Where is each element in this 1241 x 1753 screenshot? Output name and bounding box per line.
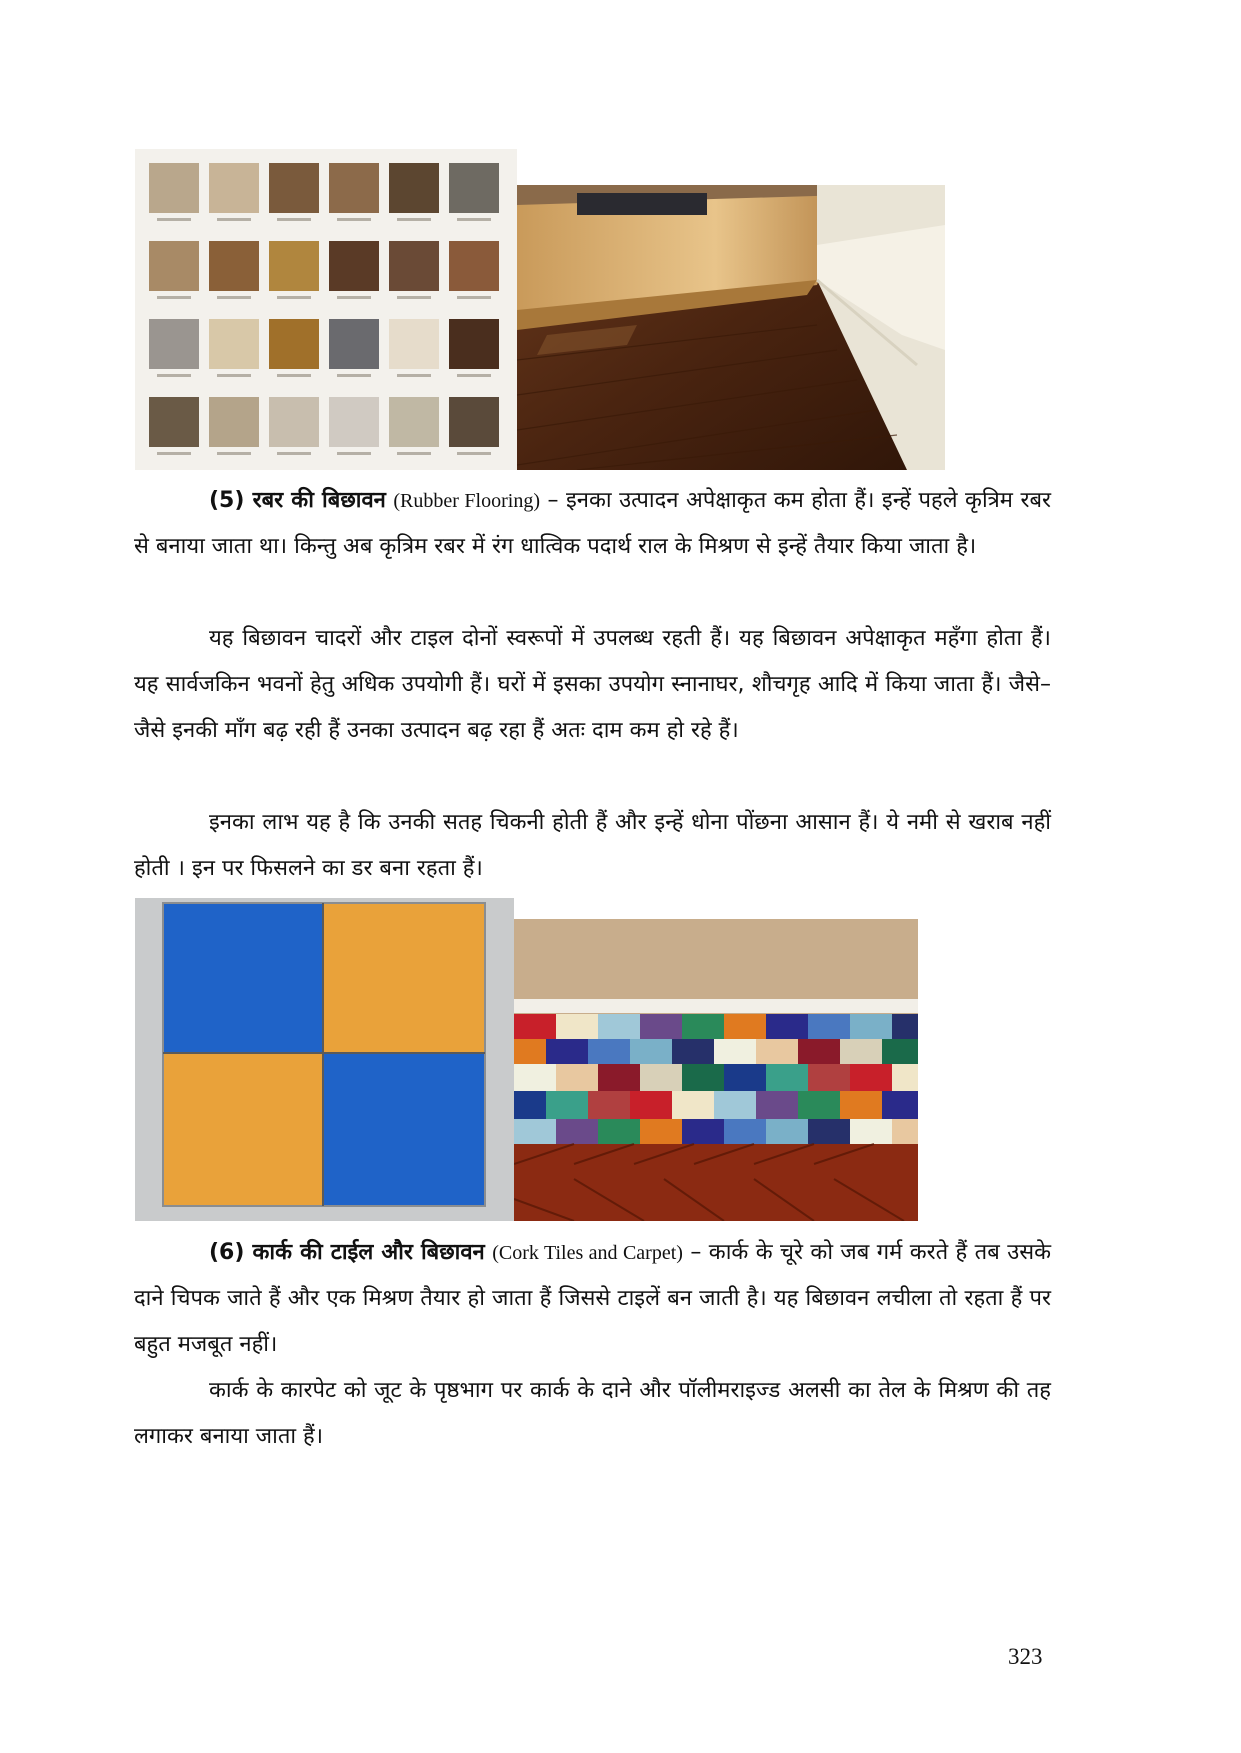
carpet-tile — [682, 1014, 724, 1039]
carpet-tile — [588, 1091, 630, 1119]
carpet-tile — [756, 1091, 798, 1119]
swatch-caption-mark — [457, 218, 491, 221]
swatch-caption-mark — [277, 296, 311, 299]
tile-swatch — [149, 319, 199, 369]
tile-swatch — [389, 241, 439, 291]
carpet-tile — [514, 1014, 556, 1039]
carpet-tile — [546, 1091, 588, 1119]
tile-swatch — [389, 319, 439, 369]
swatch-caption-mark — [337, 374, 371, 377]
carpet-tile — [808, 1119, 850, 1144]
rubber-flooring-paragraph-2-text: यह बिछावन चादरों और टाइल दोनों स्वरूपों में उपलब्ध रहती हैं। यह बिछावन अपेक्षाकृत महँगा होता हैं। यह सार्वजकिन भवनों हेतु अधिक उपयोगी हैं। घरों में इसका उपयोग स्नानाघर, शौचगृह आदि में किया जाता हैं। जैसे–जैसे इनकी माँग बढ़ रही हैं उनका उत्पादन बढ़ रहा हैं अतः दाम कम हो रहे हैं। — [134, 626, 1051, 743]
carpet-tile — [514, 1064, 556, 1091]
tile-swatch-catalog-image — [135, 149, 517, 470]
carpet-tile — [756, 1039, 798, 1064]
swatch-caption-mark — [457, 296, 491, 299]
carpet-tile — [840, 1091, 882, 1119]
swatch-caption-mark — [217, 452, 251, 455]
carpet-tile — [546, 1039, 588, 1064]
swatch-caption-mark — [157, 296, 191, 299]
tile-swatch — [449, 397, 499, 447]
swatch-caption-mark — [397, 296, 431, 299]
rubber-flooring-english-term: (Rubber Flooring) — [393, 490, 540, 512]
carpet-tile — [714, 1091, 756, 1119]
carpet-tile — [514, 1119, 556, 1144]
carpet-tile — [588, 1039, 630, 1064]
cork-tiles-paragraph-2-text: कार्क के कारपेट को जूट के पृष्ठभाग पर कार्क के दाने और पॉलीमराइज्ड अलसी का तेल के मिश्रण की तह लगाकर बनाया जाता हैं। — [134, 1378, 1051, 1449]
swatch-caption-mark — [217, 218, 251, 221]
carpet-tile — [808, 1064, 850, 1091]
swatch-caption-mark — [457, 374, 491, 377]
carpet-tile — [630, 1039, 672, 1064]
swatch-caption-mark — [337, 218, 371, 221]
rubber-flooring-heading: (5) रबर की बिछावन — [209, 488, 386, 513]
rubber-flooring-paragraph-3-text: इनका लाभ यह है कि उनकी सतह चिकनी होती हैं और इन्हें धोना पोंछना आसान हैं। ये नमी से खराब नहीं होती । इन पर फिसलने का डर बना रहता हैं। — [134, 810, 1051, 881]
rubber-flooring-text: – इनका उत्पादन अपेक्षाकृत कम होता हैं। इन्हें पहले कृत्रिम रबर से बनाया जाता था। किन्तु अब कृत्रिम रबर में रंग धात्विक पदार्थ राल के मिश्रण से इन्हें तैयार किया जाता है। — [134, 488, 1052, 559]
tile-swatch — [329, 241, 379, 291]
swatch-caption-mark — [157, 452, 191, 455]
cork-tiles-heading: (6) कार्क की टाईल और बिछावन — [209, 1240, 485, 1265]
swatch-caption-mark — [397, 218, 431, 221]
swatch-caption-mark — [277, 374, 311, 377]
carpet-tile — [766, 1119, 808, 1144]
tile-swatch — [329, 163, 379, 213]
tile-swatch — [329, 397, 379, 447]
swatch-caption-mark — [397, 374, 431, 377]
carpet-tile — [766, 1014, 808, 1039]
carpet-tile — [514, 1039, 546, 1064]
swatch-caption-mark — [337, 296, 371, 299]
color-carpet-tiles-image — [514, 919, 918, 1221]
carpet-tile — [598, 1119, 640, 1144]
rubber-flooring-paragraph-3 — [134, 800, 1051, 892]
carpet-tile — [630, 1091, 672, 1119]
tile-swatch — [269, 397, 319, 447]
carpet-tile — [882, 1039, 918, 1064]
carpet-tile — [714, 1039, 756, 1064]
carpet-tile — [640, 1014, 682, 1039]
swatch-caption-mark — [217, 296, 251, 299]
carpet-tile — [682, 1119, 724, 1144]
swatch-caption-mark — [277, 452, 311, 455]
cork-tiles-paragraph-2 — [134, 1368, 1051, 1460]
rubber-flooring-paragraph-2 — [134, 616, 1051, 754]
carpet-tile — [556, 1119, 598, 1144]
tile-swatch — [389, 163, 439, 213]
carpet-tile — [882, 1091, 918, 1119]
swatch-caption-mark — [217, 374, 251, 377]
carpet-tile — [672, 1039, 714, 1064]
cork-tiles-paragraph-1 — [134, 1230, 1051, 1368]
rubber-tiles-image — [135, 898, 514, 1221]
tile-swatch — [209, 397, 259, 447]
swatch-caption-mark — [397, 452, 431, 455]
cork-tiles-text: – कार्क के चूरे को जब गर्म करते हैं तब उसके दाने चिपक जाते हैं और एक मिश्रण तैयार हो जाता हैं जिससे टाइलें बन जाती है। यह बिछावन लचीला तो रहता हैं पर बहुत मजबूत नहीं। — [134, 1240, 1052, 1357]
tile-swatch — [329, 319, 379, 369]
carpet-tile — [798, 1091, 840, 1119]
carpet-tile — [850, 1064, 892, 1091]
carpet-tile — [556, 1014, 598, 1039]
tile-swatch — [449, 319, 499, 369]
page-number: 323 — [1008, 1644, 1043, 1669]
tile-swatch — [149, 163, 199, 213]
carpet-tile — [682, 1064, 724, 1091]
carpet-tile — [892, 1119, 918, 1144]
carpet-tile — [840, 1039, 882, 1064]
tile-swatch — [449, 163, 499, 213]
tile-swatch — [269, 163, 319, 213]
wooden-floor-image — [517, 185, 945, 470]
tile-swatch — [149, 241, 199, 291]
swatch-caption-mark — [157, 218, 191, 221]
carpet-tile — [556, 1064, 598, 1091]
cork-tiles-english-term: (Cork Tiles and Carpet) — [492, 1242, 683, 1264]
carpet-tile — [892, 1014, 918, 1039]
carpet-tile — [724, 1119, 766, 1144]
tile-swatch — [209, 163, 259, 213]
rubber-flooring-paragraph-1 — [134, 478, 1051, 570]
tile-swatch — [269, 241, 319, 291]
carpet-tile — [892, 1064, 918, 1091]
swatch-caption-mark — [277, 218, 311, 221]
carpet-tile — [808, 1014, 850, 1039]
carpet-tile — [850, 1014, 892, 1039]
tile-swatch — [449, 241, 499, 291]
tile-swatch — [149, 397, 199, 447]
carpet-tile — [514, 1091, 546, 1119]
carpet-tile — [672, 1091, 714, 1119]
carpet-tile — [724, 1064, 766, 1091]
tile-swatch — [269, 319, 319, 369]
tile-swatch — [209, 319, 259, 369]
carpet-tile — [766, 1064, 808, 1091]
carpet-tile — [850, 1119, 892, 1144]
tile-swatch — [209, 241, 259, 291]
carpet-tile — [598, 1064, 640, 1091]
carpet-tile — [598, 1014, 640, 1039]
carpet-tile — [640, 1119, 682, 1144]
swatch-caption-mark — [457, 452, 491, 455]
tile-swatch — [389, 397, 439, 447]
carpet-tile — [640, 1064, 682, 1091]
carpet-tile — [724, 1014, 766, 1039]
swatch-caption-mark — [337, 452, 371, 455]
carpet-tile — [798, 1039, 840, 1064]
swatch-caption-mark — [157, 374, 191, 377]
